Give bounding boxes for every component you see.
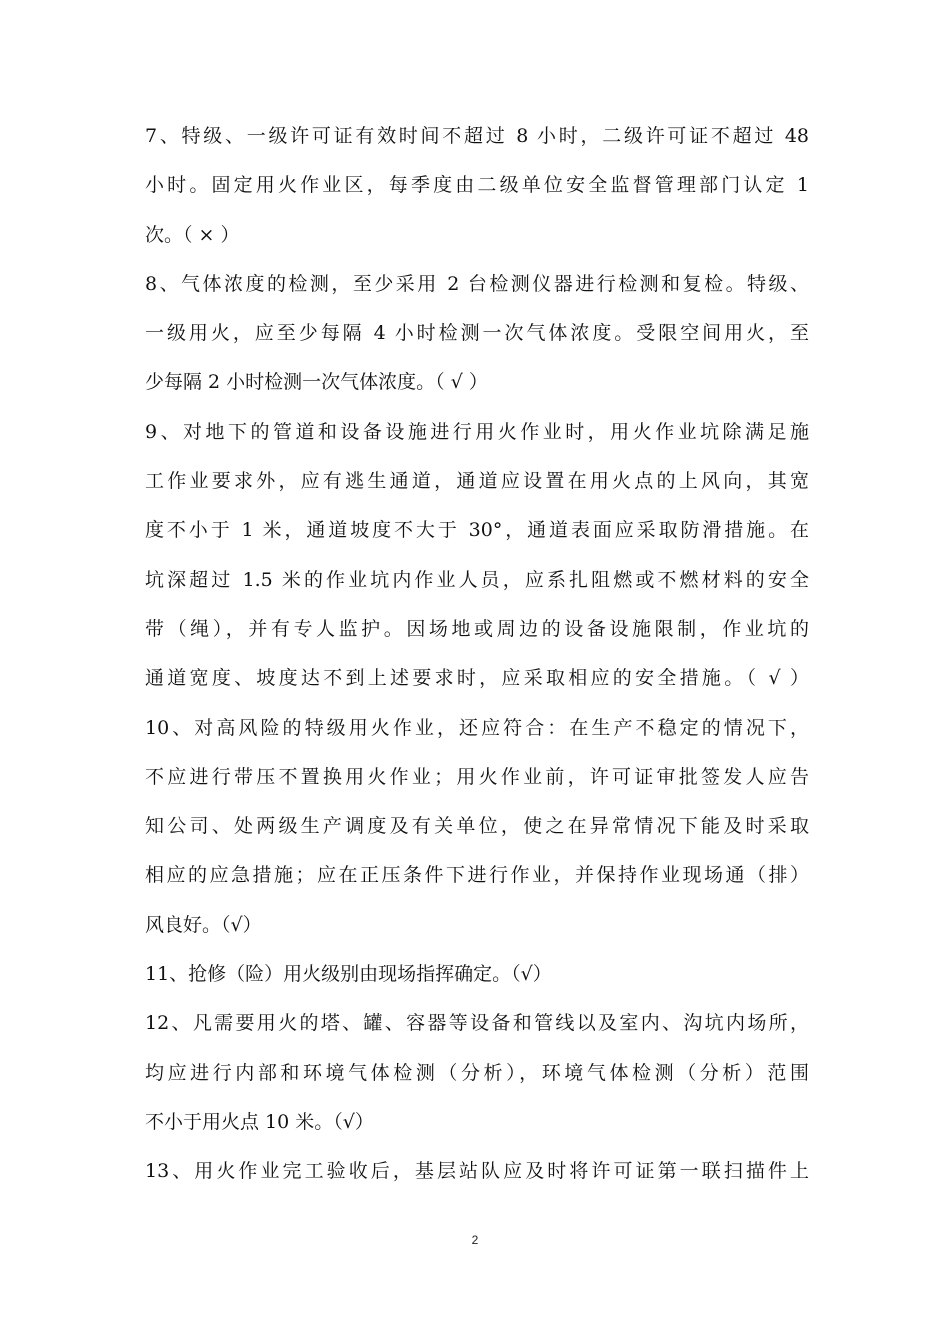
page-number: 2: [471, 1233, 479, 1247]
document-body: [145, 112, 809, 1197]
text-line: 次。（ × ）: [145, 223, 240, 246]
text-line: 不应进行带压不置换用火作业；用火作业前，许可证审批签发人应告: [145, 765, 809, 788]
text-line: 带（绳），并有专人监护。因场地或周边的设备设施限制，作业坑的: [145, 617, 809, 640]
text-line: 知公司、处两级生产调度及有关单位，使之在异常情况下能及时采取: [145, 815, 809, 838]
text-line: 工作业要求外，应有逃生通道，通道应设置在用火点的上风向，其宽: [145, 470, 809, 493]
text-line: 一级用火，应至少每隔 4 小时检测一次气体浓度。受限空间用火，至: [145, 322, 809, 345]
text-line: 少每隔 2 小时检测一次气体浓度。（ √ ）: [145, 371, 488, 394]
text-line: 13、用火作业完工验收后，基层站队应及时将许可证第一联扫描件上: [145, 1160, 809, 1183]
text-line: 8、气体浓度的检测，至少采用 2 台检测仪器进行检测和复检。特级、: [145, 272, 809, 295]
text-line: 10、对高风险的特级用火作业，还应符合：在生产不稳定的情况下，: [145, 716, 809, 739]
text-line: 风良好。（√）: [145, 913, 262, 936]
text-line: 均应进行内部和环境气体检测（分析），环境气体检测（分析）范围: [145, 1061, 809, 1084]
text-line: 9、对地下的管道和设备设施进行用火作业时，用火作业坑除满足施: [145, 420, 809, 443]
text-line: 12、凡需要用火的塔、罐、容器等设备和管线以及室内、沟坑内场所，: [145, 1012, 809, 1035]
text-line: 度不小于 1 米，通道坡度不大于 30°，通道表面应采取防滑措施。在: [145, 519, 809, 542]
text-line: 坑深超过 1.5 米的作业坑内作业人员，应系扎阻燃或不燃材料的安全: [145, 568, 809, 591]
text-line: 小时。固定用火作业区，每季度由二级单位安全监督管理部门认定 1: [145, 174, 809, 197]
text-line: 通道宽度、坡度达不到上述要求时，应采取相应的安全措施。（ √ ）: [145, 667, 809, 690]
text-line: 11、抢修（险）用火级别由现场指挥确定。（√）: [145, 963, 552, 986]
text-line: 不小于用火点 10 米。（√）: [145, 1110, 374, 1133]
text-line: 相应的应急措施；应在正压条件下进行作业，并保持作业现场通（排）: [145, 864, 809, 887]
text-line: 7、特级、一级许可证有效时间不超过 8 小时，二级许可证不超过 48: [145, 125, 809, 147]
